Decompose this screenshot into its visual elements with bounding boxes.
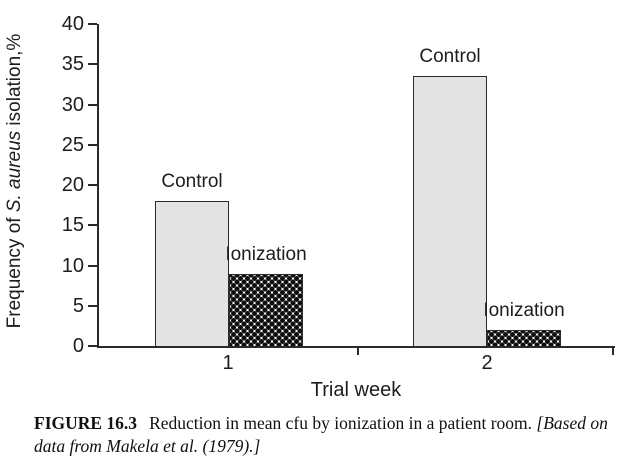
y-tick-label: 20 [61,174,84,196]
y-tick-label: 10 [61,254,84,277]
y-axis-tick [88,224,97,226]
bar-control-week1 [155,201,229,346]
y-tick-label: 5 [72,294,84,317]
y-axis-tick [88,265,97,267]
y-axis-title-species: S. aureus [4,130,25,213]
figure-caption-body: Reduction in mean cfu by ionization in a patient room. [149,413,533,433]
bar-ionization-week2 [487,330,561,346]
y-axis-tick [88,104,97,106]
figure-caption-label: FIGURE 16.3 [34,413,138,433]
y-tick-label: 25 [61,133,84,156]
x-tick-label-week2: 2 [481,352,493,374]
y-tick-label: 0 [72,335,84,357]
bar-group-week1-control [155,171,229,346]
y-axis-title [2,11,28,351]
y-axis-tick [88,63,97,65]
bar-label-ionization: Ionization [225,243,307,265]
y-axis-tick [88,23,97,25]
bar-label-ionization: Ionization [483,299,565,321]
bar-ionization-week1 [229,274,303,346]
bar-label-control: Control [161,171,223,193]
figure-caption [34,412,626,458]
y-axis-tick [88,345,97,347]
x-axis-tick [612,348,614,355]
x-axis-title: Trial week [310,379,402,401]
bar-group-week1-ionization [225,243,307,346]
bar-group-week2-control [413,46,487,346]
bar-group-week2-ionization [483,299,565,346]
y-tick-label: 15 [61,214,84,237]
y-axis-tick [88,144,97,146]
figure-caption-citation: [Based on data from Makela et al. (1979).] [34,413,608,456]
x-axis-line [97,346,615,348]
y-axis-line [97,24,99,348]
bar-control-week2 [413,76,487,346]
y-axis-title-prefix: Frequency of [4,212,25,329]
y-tick-label: 30 [61,93,84,116]
x-tick-label-week1: 1 [222,352,234,374]
y-tick-label: 35 [61,53,84,76]
bar-label-control: Control [419,46,481,68]
y-axis-tick [88,184,97,186]
y-tick-label: 40 [61,13,84,35]
y-axis-tick [88,305,97,307]
x-axis-tick [357,348,359,355]
y-axis-title-suffix: isolation,% [4,33,25,131]
